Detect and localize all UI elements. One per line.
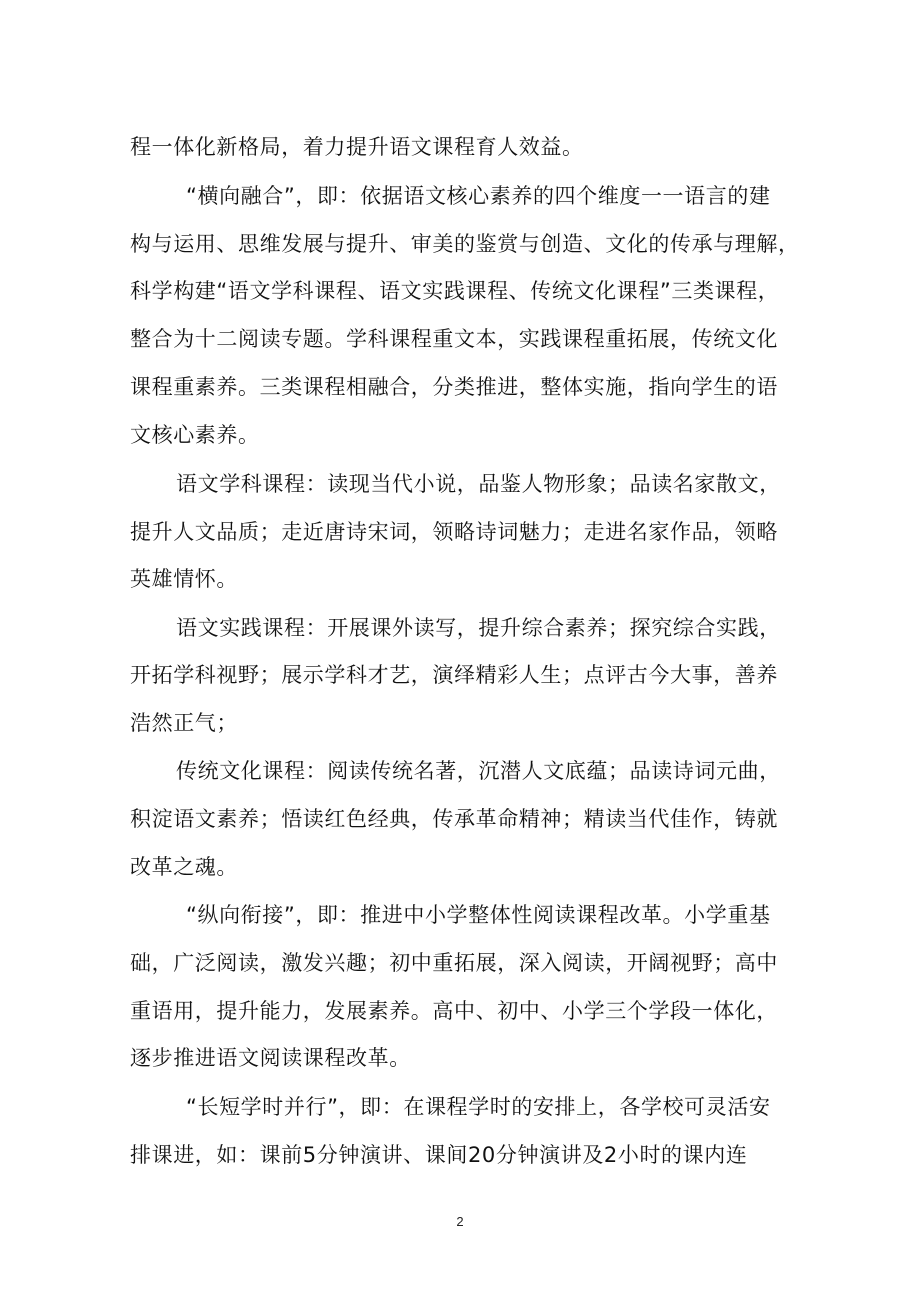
text-line: “长短学时并行”，即：在课程学时的安排上，各学校可灵活安 bbox=[186, 1095, 771, 1119]
text-line: 整合为十二阅读专题。学科课程重文本，实践课程重拓展，传统文化 bbox=[130, 327, 778, 351]
text-line: 浩然正气； bbox=[130, 711, 238, 735]
page-number: 2 bbox=[456, 1214, 464, 1229]
text-line: 语文学科课程：读现当代小说，品鉴人物形象；品读名家散文， bbox=[176, 472, 781, 496]
text-line: 科学构建“语文学科课程、语文实践课程、传统文化课程”三类课程， bbox=[130, 279, 780, 303]
text-line: “横向融合”，即：依据语文核心素养的四个维度一一语言的建 bbox=[186, 184, 771, 208]
text-line: 文核心素养。 bbox=[130, 423, 260, 447]
text-line: 重语用，提升能力，发展素养。高中、初中、小学三个学段一体化， bbox=[130, 999, 778, 1023]
text-line: 课程重素养。三类课程相融合，分类推进，整体实施，指向学生的语 bbox=[130, 375, 778, 399]
text-line: “纵向衔接”，即：推进中小学整体性阅读课程改革。小学重基 bbox=[186, 903, 771, 927]
text-line: 逐步推进语文阅读课程改革。 bbox=[130, 1046, 411, 1070]
text-line: 构与运用、思维发展与提升、审美的鉴赏与创造、文化的传承与理解， bbox=[130, 232, 800, 256]
text-line: 排课进，如：课前5分钟演讲、课间20分钟演讲及2小时的课内连 bbox=[130, 1143, 748, 1167]
text-line: 改革之魂。 bbox=[130, 855, 238, 879]
text-line: 程一体化新格局，着力提升语文课程育人效益。 bbox=[130, 135, 584, 159]
text-line: 积淀语文素养；悟读红色经典，传承革命精神；精读当代佳作，铸就 bbox=[130, 807, 778, 831]
text-line: 开拓学科视野；展示学科才艺，演绎精彩人生；点评古今大事，善养 bbox=[130, 663, 778, 687]
text-line: 础，广泛阅读，激发兴趣；初中重拓展，深入阅读，开阔视野；高中 bbox=[130, 951, 778, 975]
text-line: 英雄情怀。 bbox=[130, 567, 238, 591]
text-line: 传统文化课程：阅读传统名著，沉潜人文底蕴；品读诗词元曲， bbox=[176, 759, 781, 783]
text-line: 提升人文品质；走近唐诗宋词，领略诗词魅力；走进名家作品，领略 bbox=[130, 520, 778, 544]
text-line: 语文实践课程：开展课外读写，提升综合素养；探究综合实践， bbox=[176, 616, 781, 640]
